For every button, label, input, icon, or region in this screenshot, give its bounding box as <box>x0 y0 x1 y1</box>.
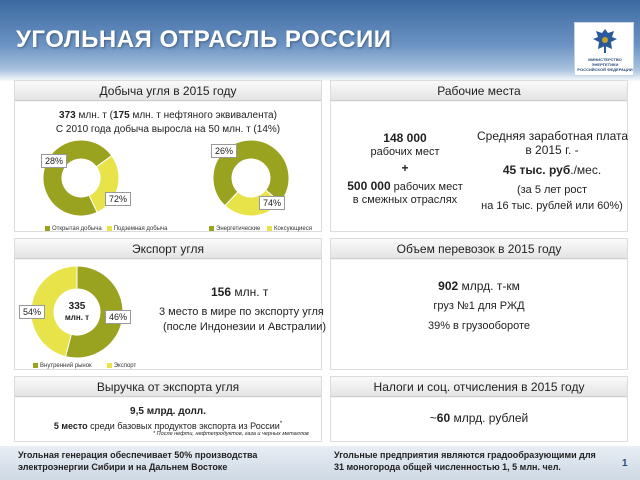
donut-label-thermal: 74% <box>259 196 285 210</box>
revenue-rank-bold: 5 место <box>53 421 88 431</box>
panel-jobs <box>330 80 628 232</box>
donut-label-domestic: 54% <box>19 305 45 319</box>
donut-label-open-pit: 72% <box>105 192 131 206</box>
mining-volume-unit: млн. т ( <box>75 110 113 121</box>
legend-coal-type <box>209 226 312 232</box>
legend-label-open-pit: Открытая добыча <box>52 226 102 233</box>
page-number: 1 <box>622 458 628 469</box>
logo-text <box>577 57 633 72</box>
legend-label-export: Экспорт <box>113 363 137 370</box>
legend-label-domestic: Внутренний рынок <box>40 363 92 370</box>
footer-right-line2: 31 моногорода общей численностью 1, 5 млн. чел. <box>334 462 561 472</box>
jobs-count-label: рабочих мест <box>370 146 440 158</box>
legend-swatch-underground <box>107 226 112 231</box>
mining-volume-value: 373 <box>59 110 76 121</box>
logo-line2: РОССИЙСКОЙ ФЕДЕРАЦИИ <box>577 67 633 72</box>
revenue-rank-rest: среди базовых продуктов экспорта из России <box>87 421 280 431</box>
panel-revenue-body <box>15 398 321 441</box>
panel-taxes-body <box>331 398 627 441</box>
panel-mining-body <box>15 102 321 231</box>
donut-label-export: 46% <box>105 310 131 324</box>
jobs-plus: + <box>401 161 409 175</box>
header-banner <box>0 0 640 82</box>
panel-export-body <box>15 260 327 370</box>
export-amount-unit: млн. т <box>231 285 269 299</box>
transport-value <box>331 280 627 293</box>
export-amount <box>211 286 268 299</box>
salary-value <box>477 164 627 177</box>
ministry-logo <box>574 22 634 76</box>
jobs-count: 148 000 <box>383 131 427 145</box>
panel-mining <box>14 80 322 232</box>
legend-consumption <box>33 363 136 369</box>
mining-volume-oil-value: 175 <box>112 110 130 121</box>
donut-chart-mining-method <box>41 138 121 218</box>
revenue-value: 9,5 млрд. долл. <box>130 406 206 417</box>
panel-taxes-title: Налоги и соц. отчисления в 2015 году <box>331 377 627 397</box>
footer-right-line1: Угольные предприятия являются градообразующими для <box>334 450 596 460</box>
panel-revenue-title: Выручка от экспорта угля <box>15 377 321 397</box>
panel-export-title: Экспорт угля <box>15 239 321 259</box>
donut-label-coking: 26% <box>211 144 237 158</box>
legend-label-thermal: Энергетические <box>216 226 261 233</box>
footer-left-line2: электроэнергии Сибири и на Дальнем Востоке <box>18 462 228 472</box>
taxes-value-number: 60 <box>436 411 451 425</box>
panel-transport-body <box>331 260 627 369</box>
export-amount-value: 156 <box>211 285 232 299</box>
legend-label-coking: Коксующиеся <box>274 226 312 233</box>
panel-jobs-title: Рабочие места <box>331 81 627 101</box>
salary-value-number: 45 тыс. руб <box>502 163 571 177</box>
jobs-extra-count: 500 000 <box>347 179 391 193</box>
legend-swatch-open-pit <box>45 226 50 231</box>
export-rank-line1: 3 место в мире по экспорту угля <box>159 306 324 318</box>
legend-label-underground: Подземная добыча <box>113 226 168 233</box>
eagle-emblem-icon <box>592 27 618 55</box>
donut-label-underground: 28% <box>41 154 67 168</box>
growth-line1: (за 5 лет рост <box>516 184 588 196</box>
jobs-extra-label: рабочих мест <box>390 181 463 193</box>
footer-left-line1: Угольная генерация обеспечивает 50% производства <box>18 450 258 460</box>
mining-volume-oil-unit: млн. т нефтяного эквивалента) <box>129 110 277 121</box>
jobs-extra-label2: в смежных отраслях <box>352 194 458 206</box>
legend-mining-method <box>45 226 167 232</box>
panel-jobs-body <box>331 102 627 231</box>
transport-line3: 39% в грузообороте <box>427 320 531 332</box>
revenue-rank-sup: * <box>279 421 283 427</box>
export-donut-center-value: 335 <box>68 301 86 312</box>
export-donut-center-unit: млн. т <box>64 313 90 322</box>
taxes-value <box>331 412 627 425</box>
legend-swatch-thermal <box>209 226 214 231</box>
growth-line2: на 16 тыс. рублей или 60%) <box>481 200 623 212</box>
taxes-prefix: ~ <box>429 411 437 425</box>
panel-export <box>14 238 327 370</box>
legend-swatch-domestic <box>33 363 38 368</box>
panel-taxes <box>330 376 628 442</box>
legend-swatch-coking <box>267 226 272 231</box>
transport-line2: груз №1 для РЖД <box>433 300 525 312</box>
page-title: УГОЛЬНАЯ ОТРАСЛЬ РОССИИ <box>16 26 392 53</box>
legend-swatch-export <box>107 363 112 368</box>
jobs-extra <box>335 180 475 194</box>
salary-line2: в 2015 г. - <box>525 143 579 157</box>
panel-transport-title: Объем перевозок в 2015 году <box>331 239 627 259</box>
panel-transport <box>330 238 628 370</box>
salary-value-unit: ./мес. <box>570 163 602 177</box>
taxes-unit: млрд. рублей <box>450 411 529 425</box>
transport-value-unit: млрд. т-км <box>458 279 520 293</box>
logo-line1: МИНИСТЕРСТВО ЭНЕРГЕТИКИ <box>588 57 622 67</box>
mining-volume <box>15 109 321 122</box>
salary-line1: Средняя заработная плата <box>477 129 629 143</box>
panel-mining-title: Добыча угля в 2015 году <box>15 81 321 101</box>
mining-growth: С 2010 года добыча выросла на 50 млн. т (14%) <box>55 124 281 135</box>
panel-revenue <box>14 376 322 442</box>
transport-value-number: 902 <box>438 279 459 293</box>
revenue-footnote: * После нефти, нефтепродуктов, газа и черных металлов <box>153 431 309 437</box>
export-rank-line2: (после Индонезии и Австралии) <box>163 321 327 333</box>
